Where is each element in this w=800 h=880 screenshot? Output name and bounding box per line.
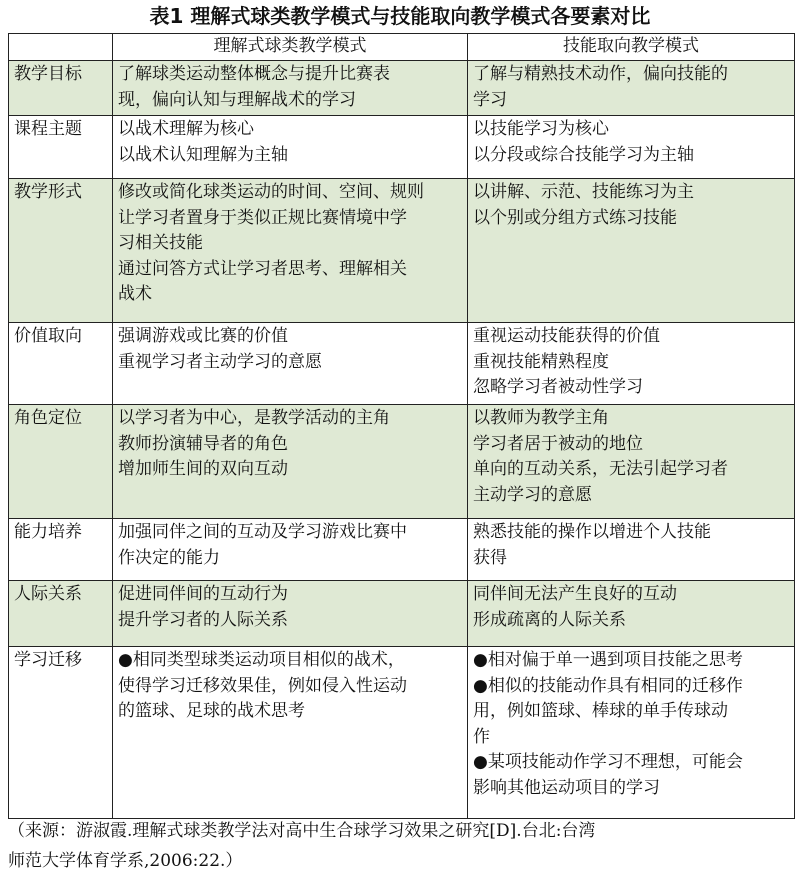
skill-cell <box>468 519 795 581</box>
skill-cell <box>468 405 795 519</box>
cell-line: 同伴间无法产生良好的互动 <box>473 584 677 604</box>
cell-line: 重视技能精熟程度 <box>473 351 609 372</box>
cell-line: 的篮球、足球的战术思考 <box>118 701 305 721</box>
comparison-table <box>8 33 795 819</box>
table-row <box>9 323 795 405</box>
cell-line: 以讲解、示范、技能练习为主 <box>473 182 694 202</box>
cell-line: 主动学习的意愿 <box>473 484 592 505</box>
cell-line: 加强同伴之间的互动及学习游戏比赛中 <box>118 522 407 542</box>
skill-cell <box>468 61 795 116</box>
skill-cell <box>468 647 795 819</box>
table-row <box>9 116 795 179</box>
table-row <box>9 405 795 519</box>
cell-line: 以学习者为中心，是教学活动的主角 <box>118 408 390 428</box>
table-title: 表1 理解式球类教学模式与技能取向教学模式各要素对比 <box>149 4 651 28</box>
cell-line: 使得学习迁移效果佳，例如侵入性运动 <box>118 675 407 696</box>
table-row <box>9 581 795 647</box>
cell-line: ●相似的技能动作具有相同的迁移作 <box>473 675 743 696</box>
skill-cell <box>468 323 795 405</box>
row-label: 角色定位 <box>9 405 113 519</box>
row-label: 课程主题 <box>9 116 113 179</box>
understanding-cell <box>113 647 468 819</box>
cell-line: 获得 <box>473 547 507 568</box>
source-line: 师范大学体育学系,2006:22.） <box>8 851 243 871</box>
table-row <box>9 647 795 819</box>
understanding-cell <box>113 519 468 581</box>
row-label: 教学形式 <box>9 179 113 323</box>
understanding-cell <box>113 179 468 323</box>
cell-line: ●相对偏于单一遇到项目技能之思考 <box>473 650 743 670</box>
cell-line: 忽略学习者被动性学习 <box>473 377 643 397</box>
cell-line: ●相同类型球类运动项目相似的战术， <box>118 650 405 670</box>
cell-line: 以分段或综合技能学习为主轴 <box>473 144 694 165</box>
cell-line: 重视运动技能获得的价值 <box>473 326 660 346</box>
row-label: 能力培养 <box>9 519 113 581</box>
cell-line: 战术 <box>118 284 152 304</box>
cell-line: 修改或简化球类运动的时间、空间、规则 <box>118 182 424 202</box>
source-line: （来源：游淑霞.理解式球类教学法对高中生合球学习效果之研究[D].台北:台湾 <box>8 821 596 841</box>
cell-line: 用，例如篮球、棒球的单手传球动 <box>473 701 728 721</box>
cell-line: 教师扮演辅导者的角色 <box>118 433 288 454</box>
cell-line: 习相关技能 <box>118 233 203 253</box>
cell-line: 重视学习者主动学习的意愿 <box>118 351 322 372</box>
header-row <box>9 34 795 61</box>
source-citation <box>8 816 794 876</box>
table-row <box>9 61 795 116</box>
cell-line: 学习 <box>473 89 507 110</box>
row-label: 学习迁移 <box>9 647 113 819</box>
cell-line: 以教师为教学主角 <box>473 408 609 428</box>
cell-line: 以战术理解为核心 <box>118 119 254 139</box>
understanding-cell <box>113 405 468 519</box>
cell-line: 以技能学习为核心 <box>473 119 609 139</box>
cell-line: 增加师生间的双向互动 <box>118 459 288 479</box>
cell-line: 现，偏向认知与理解战术的学习 <box>118 89 356 110</box>
cell-line: 作决定的能力 <box>118 547 220 568</box>
cell-line: 熟悉技能的操作以增进个人技能 <box>473 522 711 542</box>
cell-line: 以个别或分组方式练习技能 <box>473 207 677 228</box>
row-label: 教学目标 <box>9 61 113 116</box>
cell-line: 强调游戏或比赛的价值 <box>118 326 288 346</box>
cell-line: 作 <box>473 726 490 747</box>
cell-line: 促进同伴间的互动行为 <box>118 584 288 604</box>
understanding-cell <box>113 61 468 116</box>
skill-cell <box>468 116 795 179</box>
cell-line: 影响其他运动项目的学习 <box>473 777 660 798</box>
skill-cell <box>468 179 795 323</box>
table-row <box>9 519 795 581</box>
cell-line: 提升学习者的人际关系 <box>118 609 288 630</box>
cell-line: 单向的互动关系，无法引起学习者 <box>473 459 728 479</box>
header-understanding: 理解式球类教学模式 <box>113 34 468 61</box>
understanding-cell <box>113 323 468 405</box>
cell-line: 让学习者置身于类似正规比赛情境中学 <box>118 207 407 228</box>
header-blank <box>9 34 113 61</box>
cell-line: 以战术认知理解为主轴 <box>118 144 288 165</box>
cell-line: 了解球类运动整体概念与提升比赛表 <box>118 64 390 84</box>
skill-cell <box>468 581 795 647</box>
cell-line: 了解与精熟技术动作，偏向技能的 <box>473 64 728 84</box>
understanding-cell <box>113 581 468 647</box>
understanding-cell <box>113 116 468 179</box>
row-label: 价值取向 <box>9 323 113 405</box>
table-row <box>9 179 795 323</box>
cell-line: ●某项技能动作学习不理想，可能会 <box>473 752 743 772</box>
cell-line: 学习者居于被动的地位 <box>473 433 643 454</box>
cell-line: 形成疏离的人际关系 <box>473 609 626 630</box>
header-skill: 技能取向教学模式 <box>468 34 795 61</box>
row-label: 人际关系 <box>9 581 113 647</box>
cell-line: 通过问答方式让学习者思考、理解相关 <box>118 258 407 279</box>
